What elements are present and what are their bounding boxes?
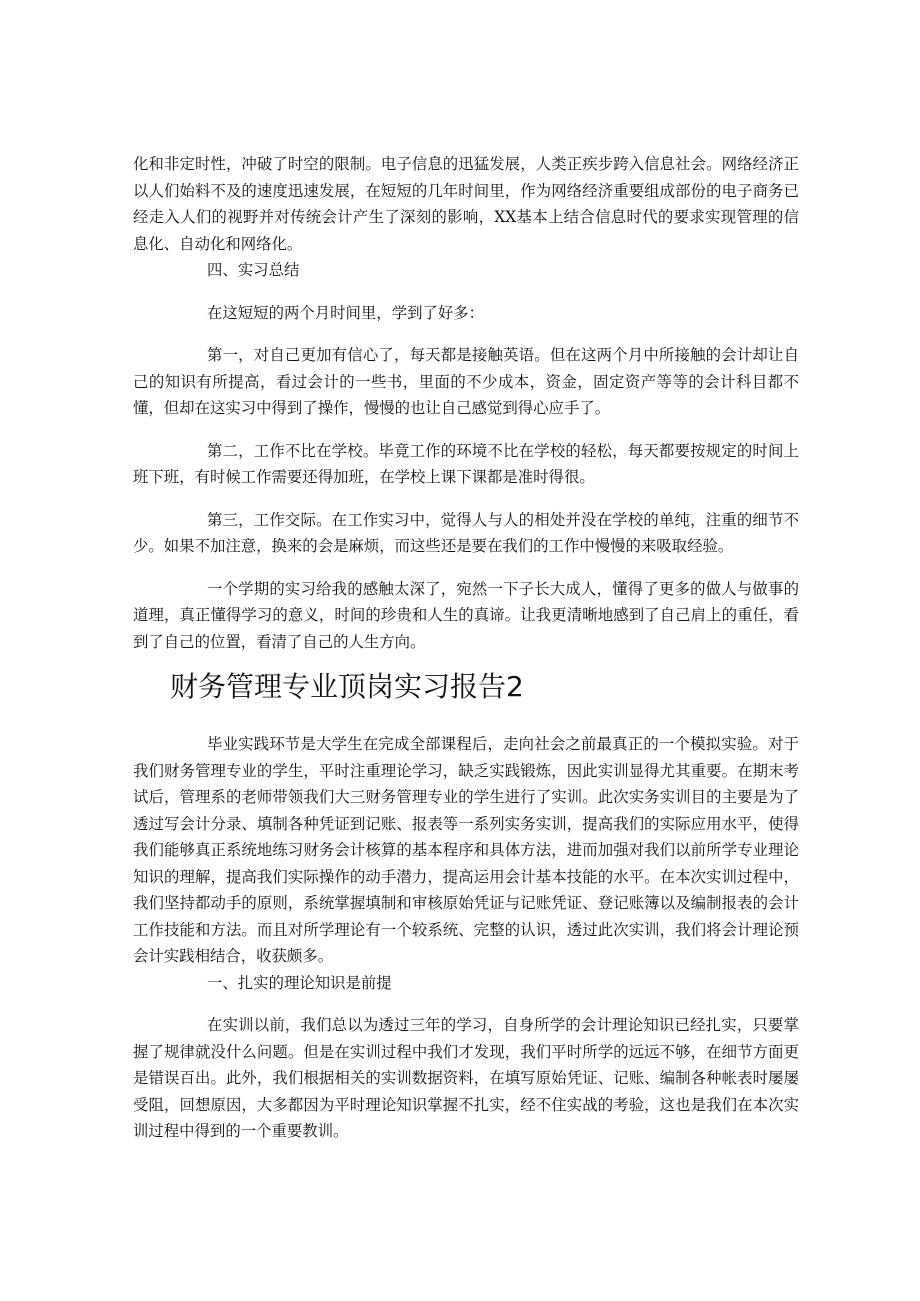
paragraph-intro: 在这短短的两个月时间里，学到了好多： xyxy=(207,303,485,322)
document-body xyxy=(133,151,799,1145)
report-heading: 财务管理专业顶岗实习报告2 xyxy=(170,670,524,703)
paragraph-second-point: 第二，工作不比在学校。毕竟工作的环境不比在学校的轻松，每天都要按规定的时间上班下班，有时候工作需要还得加班，在学校上课下课都是准时得很。 xyxy=(133,441,799,486)
section-title-theory-foundation: 一、扎实的理论知识是前提 xyxy=(207,973,392,992)
paragraph-third-point: 第三，工作交际。在工作实习中，觉得人与人的相处并没在学校的单纯，注重的细节不少。如果不加注意，换来的会是麻烦，而这些还是要在我们的工作中慢慢的来吸取经验。 xyxy=(133,510,799,555)
paragraph-conclusion: 一个学期的实习给我的感触太深了，宛然一下子长大成人，懂得了更多的做人与做事的道理，真正懂得学习的意义，时间的珍贵和人生的真谛。让我更清晰地感到了自己肩上的重任，看到了自己的位置，看清了自己的人生方向。 xyxy=(133,579,799,651)
paragraph-first-point: 第一，对自己更加有信心了，每天都是接触英语。但在这两个月中所接触的会计却让自己的知识有所提高，看过会计的一些书，里面的不少成本，资金，固定资产等等的会计科目都不懂，但却在这实习中得到了操作，慢慢的也让自己感觉到得心应手了。 xyxy=(133,346,799,417)
paragraph-continuation: 化和非定时性，冲破了时空的限制。电子信息的迅猛发展，人类正疾步跨入信息社会。网络经济正以人们始料不及的速度迅速发展，在短短的几年时间里，作为网络经济重要组成部份的电子商务已经走入人们的视野并对传统会计产生了深刻的影响，XX基本上结合信息时代的要求实现管理的信息化、自动化和网络化。 xyxy=(133,155,799,253)
paragraph-theory-lessons: 在实训以前，我们总以为透过三年的学习，自身所学的会计理论知识已经扎实，只要掌握了规律就没什么问题。但是在实训过程中我们才发现，我们平时所学的远远不够，在细节方面更是错误百出。此外，我们根据相关的实训数据资料，在填写原始凭证、记账、编制各种帐表时屡屡受阻，回想原因，大多都因为平时理论知识掌握不扎实，经不住实战的考验，这也是我们在本次实训过程中得到的一个重要教训。 xyxy=(133,1016,799,1140)
paragraph-practice-overview: 毕业实践环节是大学生在完成全部课程后，走向社会之前最真正的一个模拟实验。对于我们财务管理专业的学生，平时注重理论学习，缺乏实践锻炼，因此实训显得尤其重要。在期末考试后，管理系的老师带领我们大三财务管理专业的学生进行了实训。此次实务实训目的主要是为了透过写会计分录、填制各种凭证到记账、报表等一系列实务实训，提高我们的实际应用水平，使得我们能够真正系统地练习财务会计核算的基本程序和具体方法，进而加强对我们以前所学专业理论知识的理解，提高我们实际操作的动手潜力，提高运用会计基本技能的水平。在本次实训过程中，我们坚持都动手的原则，系统掌握填制和审核原始凭证与记账凭证、登记账簿以及编制报表的会计工作技能和方法。而且对所学理论有一个较系统、完整的认识，透过此次实训，我们将会计理论预会计实践相结合，收获颇多。 xyxy=(133,735,799,965)
section-title-internship-summary: 四、实习总结 xyxy=(207,261,300,279)
